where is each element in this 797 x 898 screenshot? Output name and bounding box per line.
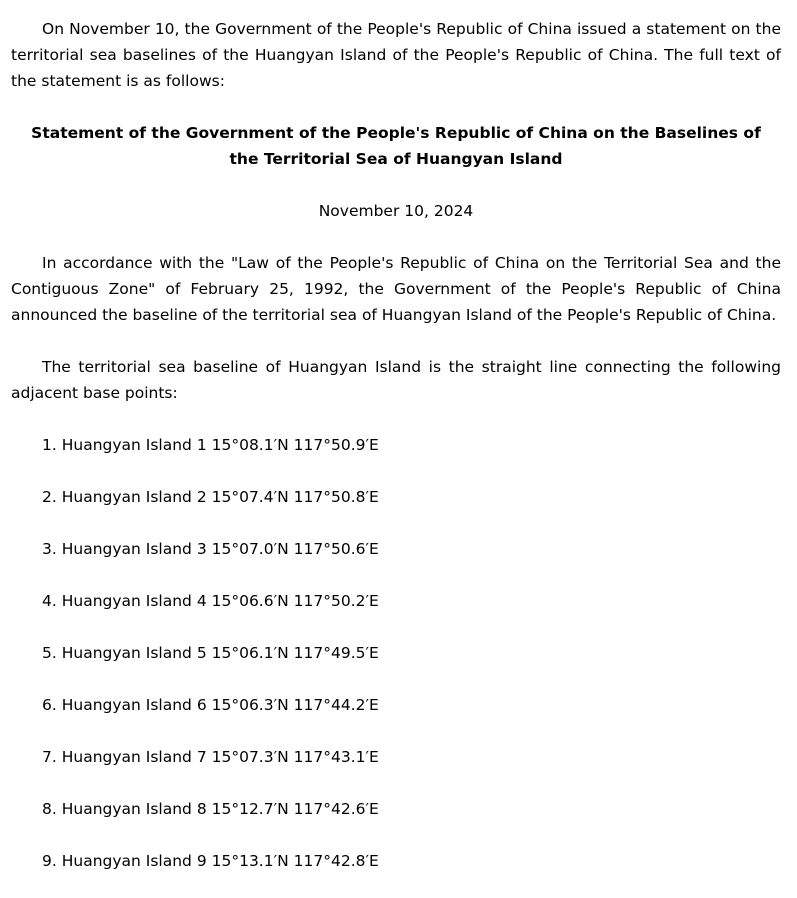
baseline-paragraph: The territorial sea baseline of Huangyan Island is the straight line connecting the following adjacent base points: xyxy=(11,358,781,402)
base-point-item: 6. Huangyan Island 6 15°06.3′N 117°44.2′E xyxy=(42,696,379,714)
base-point-item: 8. Huangyan Island 8 15°12.7′N 117°42.6′E xyxy=(42,800,379,818)
base-point-item: 1. Huangyan Island 1 15°08.1′N 117°50.9′E xyxy=(42,436,379,454)
base-point-list xyxy=(11,432,781,874)
law-paragraph: In accordance with the "Law of the People's Republic of China on the Territorial Sea and the Contiguous Zone" of February 25, 1992, the Government of the People's Republic of China announced the baseline of the territorial sea of Huangyan Island of the People's Republic of China. xyxy=(11,254,781,324)
base-point-item: 9. Huangyan Island 9 15°13.1′N 117°42.8′E xyxy=(42,852,379,870)
base-point-item: 4. Huangyan Island 4 15°06.6′N 117°50.2′E xyxy=(42,592,379,610)
base-point-item: 3. Huangyan Island 3 15°07.0′N 117°50.6′E xyxy=(42,540,379,558)
base-point-item: 7. Huangyan Island 7 15°07.3′N 117°43.1′E xyxy=(42,748,379,766)
intro-paragraph: On November 10, the Government of the People's Republic of China issued a statement on the territorial sea baselines of the Huangyan Island of the People's Republic of China. The full text of the statement is as follows: xyxy=(11,20,781,90)
statement-date: November 10, 2024 xyxy=(318,202,474,220)
statement-title: Statement of the Government of the People's Republic of China on the Baselines of the Territorial Sea of Huangyan Island xyxy=(31,124,761,168)
base-point-item: 2. Huangyan Island 2 15°07.4′N 117°50.8′E xyxy=(42,488,379,506)
base-point-item: 5. Huangyan Island 5 15°06.1′N 117°49.5′E xyxy=(42,644,379,662)
